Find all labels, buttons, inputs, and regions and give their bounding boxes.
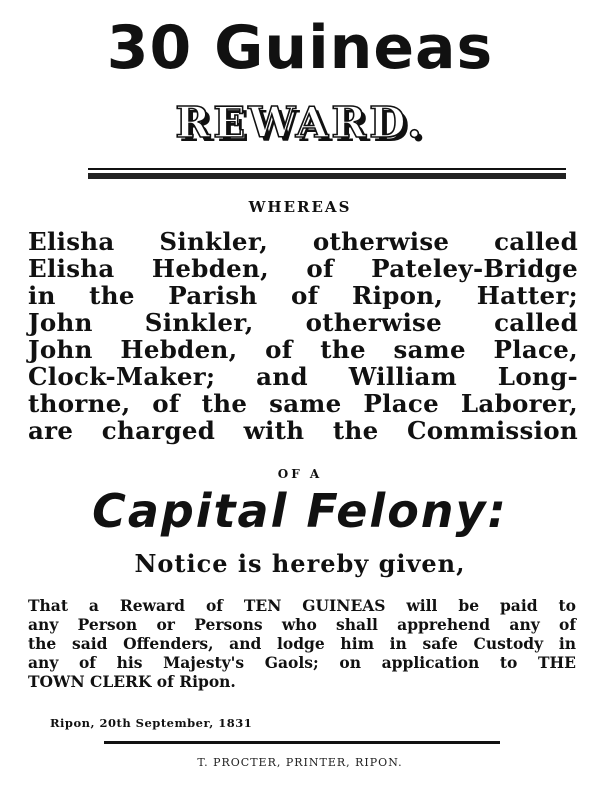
charge-line: are charged with the Commission bbox=[28, 416, 578, 445]
charge-line: Elisha Hebden, of Pateley-Bridge bbox=[28, 254, 578, 283]
charge-line: John Sinkler, otherwise called bbox=[28, 308, 578, 337]
charge-line: in the Parish of Ripon, Hatter; bbox=[28, 281, 578, 310]
reward-line-last: TOWN CLERK of Ripon. bbox=[28, 672, 236, 691]
charge-line: Elisha Sinkler, otherwise called bbox=[28, 227, 578, 256]
headline-title: 30 Guineas bbox=[106, 13, 494, 83]
of-a-label: OF A bbox=[277, 467, 323, 481]
top-divider-rule bbox=[88, 168, 566, 170]
reward-line: any Person or Persons who shall apprehend any of bbox=[28, 615, 576, 634]
bottom-divider-rule bbox=[104, 741, 500, 744]
printer-imprint: T. PROCTER, PRINTER, RIPON. bbox=[197, 756, 403, 769]
dateline: Ripon, 20th September, 1831 bbox=[50, 716, 253, 730]
top-divider-band bbox=[88, 173, 566, 179]
reward-line: That a Reward of TEN GUINEAS will be paid to bbox=[28, 596, 576, 615]
reward-paragraph bbox=[28, 596, 576, 691]
reward-line: the said Offenders, and lodge him in safe Custody in bbox=[28, 634, 576, 653]
reward-heading: REWARD. bbox=[175, 98, 425, 147]
crime-title: Capital Felony: bbox=[92, 484, 508, 538]
charge-line: John Hebden, of the same Place, bbox=[28, 335, 578, 364]
notice-heading: Notice is hereby given, bbox=[134, 549, 466, 578]
charge-paragraph bbox=[28, 228, 578, 444]
reward-line: any of his Majesty's Gaols; on application to THE bbox=[28, 653, 576, 672]
charge-line: thorne, of the same Place Laborer, bbox=[28, 389, 578, 418]
whereas-label: WHEREAS bbox=[248, 198, 352, 216]
charge-line: Clock-Maker; and William Long- bbox=[28, 362, 578, 391]
